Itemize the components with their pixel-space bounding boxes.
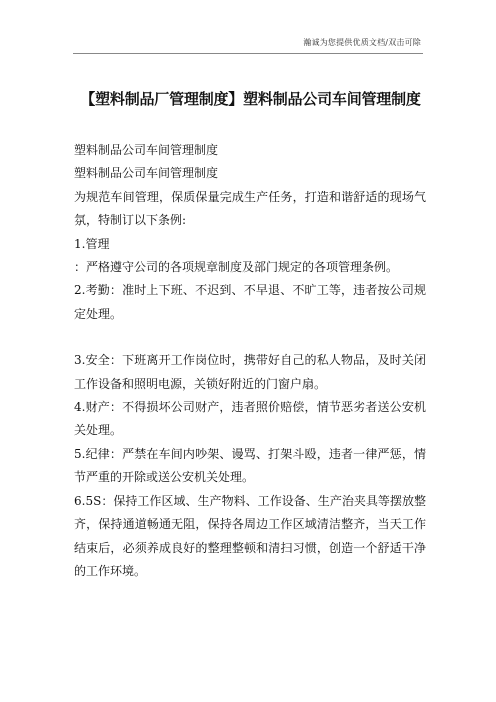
paragraph-attendance: 2.考勤：准时上下班、不迟到、不早退、不旷工等，违者按公司规定处理。 [74, 283, 426, 321]
header-divider [73, 53, 423, 54]
paragraph-intro: 为规范车间管理，保质保量完成生产任务，打造和谐舒适的现场气氛，特制订以下条例: [74, 189, 426, 228]
paragraph-safety: 3.安全：下班离开工作岗位时，携带好自己的私人物品，及时关闭工作设备和照明电源，关锁好附近的门窗户扇。 [74, 353, 426, 391]
document-body [74, 139, 426, 583]
paragraph-5s: 6.5S：保持工作区域、生产物料、工作设备、生产治夹具等摆放整齐，保持通道畅通无阻，保持各周边工作区域清洁整齐，当天工作结束后，必须养成良好的整理整顿和清扫习惯，创造一个舒适干净的工作环境。 [74, 493, 426, 578]
paragraph-subtitle-1: 塑料制品公司车间管理制度 [74, 143, 219, 157]
header-note: 瀚诚为您提供优质文档/双击可除 [303, 38, 421, 47]
paragraph-discipline: 5.纪律：严禁在车间内吵架、谩骂、打架斗殴，违者一律严惩，情节严重的开除或送公安机关处理。 [74, 446, 426, 485]
paragraph-property: 4.财产：不得损坏公司财产，违者照价赔偿，情节恶劣者送公安机关处理。 [74, 400, 426, 438]
document-title: 【塑料制品厂管理制度】塑料制品公司车间管理制度 [80, 90, 421, 108]
paragraph-management-heading: 1.管理 [74, 236, 110, 251]
paragraph-management: ：严格遵守公司的各项规章制度及部门规定的各项管理条例。 [74, 260, 399, 275]
paragraph-subtitle-2: 塑料制品公司车间管理制度 [74, 166, 219, 181]
